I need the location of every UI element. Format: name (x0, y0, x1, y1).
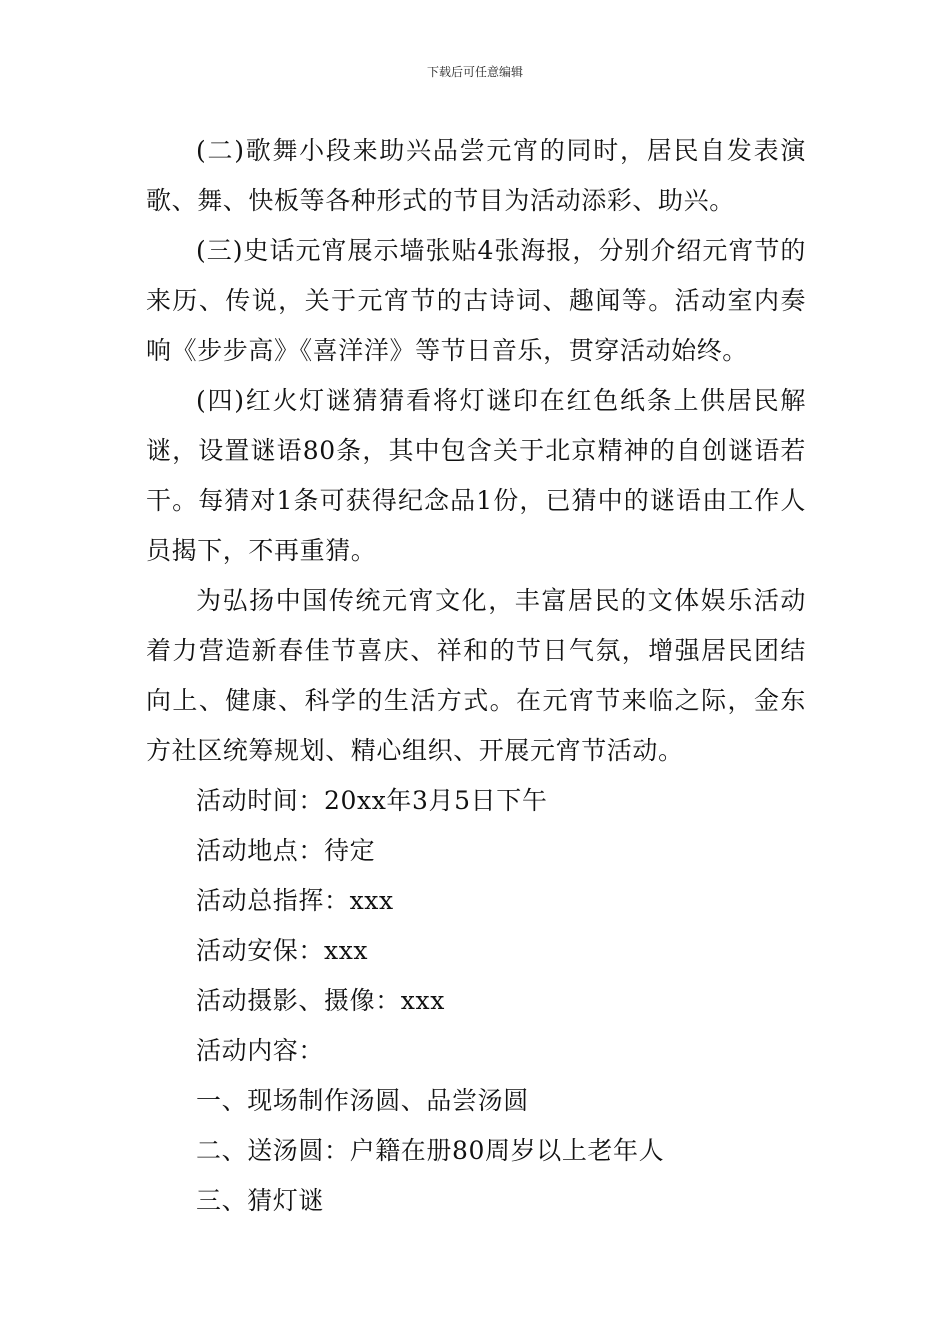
activity-item-2: 二、送汤圆：户籍在册80周岁以上老年人 (196, 1136, 665, 1165)
document-body (146, 126, 806, 1226)
page-header-note: 下载后可任意编辑 (426, 65, 523, 79)
activity-content-heading: 活动内容： (196, 1036, 325, 1065)
activity-item-1: 一、现场制作汤圆、品尝汤圆 (196, 1086, 529, 1115)
paragraph-history-wall: (三)史话元宵展示墙张贴4张海报，分别介绍元宵节的来历、传说，关于元宵节的古诗词、趣闻等。活动室内奏响《步步高》《喜洋洋》等节日音乐，贯穿活动始终。 (146, 236, 806, 365)
activity-item-3: 三、猜灯谜 (196, 1186, 325, 1215)
paragraph-song-dance: (二)歌舞小段来助兴品尝元宵的同时，居民自发表演歌、舞、快板等各种形式的节目为活动添彩、助兴。 (146, 136, 806, 215)
activity-security: 活动安保：xxx (196, 936, 369, 965)
paragraph-lantern-riddles: (四)红火灯谜猜猜看将灯谜印在红色纸条上供居民解谜，设置谜语80条，其中包含关于北京精神的自创谜语若干。每猜对1条可获得纪念品1份，已猜中的谜语由工作人员揭下，不再重猜。 (146, 386, 806, 565)
activity-photography: 活动摄影、摄像：xxx (196, 986, 445, 1015)
activity-time: 活动时间：20xx年3月5日下午 (196, 786, 548, 815)
activity-location: 活动地点：待定 (196, 836, 376, 865)
activity-commander: 活动总指挥：xxx (196, 886, 394, 915)
paragraph-purpose: 为弘扬中国传统元宵文化，丰富居民的文体娱乐活动着力营造新春佳节喜庆、祥和的节日气氛，增强居民团结向上、健康、科学的生活方式。在元宵节来临之际，金东方社区统筹规划、精心组织、开展元宵节活动。 (146, 586, 806, 765)
